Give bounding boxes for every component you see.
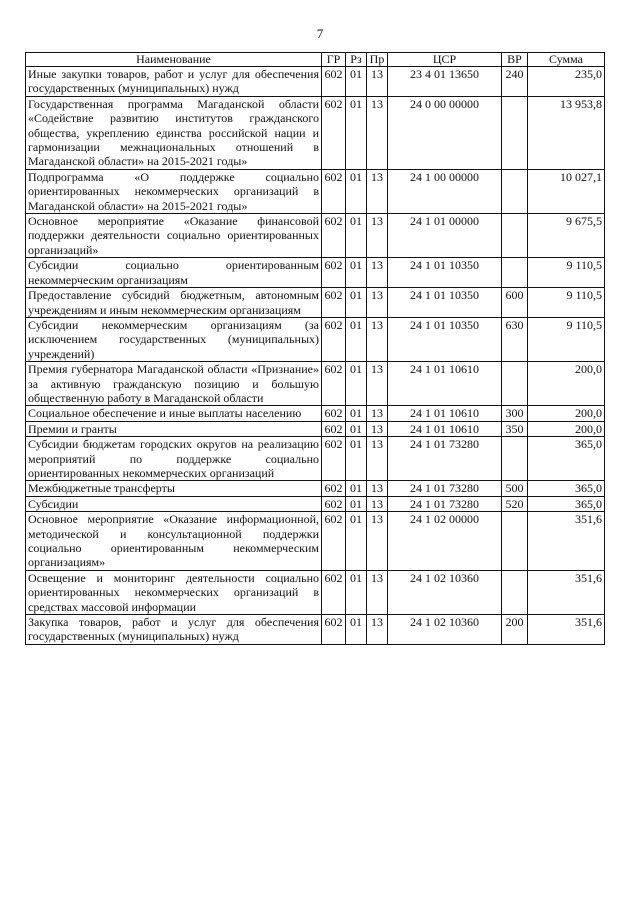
row-rz: 01 (346, 421, 367, 436)
row-pr: 13 (367, 570, 388, 614)
row-sum: 365,0 (528, 481, 605, 496)
header-sum: Сумма (528, 53, 605, 67)
row-rz: 01 (346, 615, 367, 645)
row-pr: 13 (367, 421, 388, 436)
row-name: Основное мероприятие «Оказание финансовой поддержки деятельности социально ориентированных организаций» (26, 214, 322, 258)
row-vr: 520 (502, 496, 528, 511)
row-vr (502, 214, 528, 258)
row-sum: 200,0 (528, 362, 605, 406)
row-csr: 24 1 02 10360 (388, 570, 502, 614)
row-name: Освещение и мониторинг деятельности социально ориентированных некоммерческих организаций в средствах массовой информации (26, 570, 322, 614)
row-sum: 365,0 (528, 437, 605, 481)
row-pr: 13 (367, 512, 388, 571)
row-rz: 01 (346, 96, 367, 169)
row-vr: 630 (502, 317, 528, 361)
table-body (26, 67, 605, 645)
row-gr: 602 (322, 570, 346, 614)
table-row (26, 512, 605, 571)
row-pr: 13 (367, 406, 388, 421)
table-row (26, 169, 605, 213)
row-vr (502, 169, 528, 213)
row-gr: 602 (322, 362, 346, 406)
row-vr (502, 96, 528, 169)
row-rz: 01 (346, 67, 367, 97)
row-name: Субсидии социально ориентированным некоммерческим организациям (26, 258, 322, 288)
row-csr: 24 1 02 00000 (388, 512, 502, 571)
row-csr: 24 1 01 00000 (388, 214, 502, 258)
row-gr: 602 (322, 437, 346, 481)
table-row (26, 570, 605, 614)
row-gr: 602 (322, 317, 346, 361)
header-gr: ГР (322, 53, 346, 67)
row-csr: 24 1 01 10610 (388, 421, 502, 436)
row-pr: 13 (367, 214, 388, 258)
row-vr: 300 (502, 406, 528, 421)
table-row (26, 96, 605, 169)
row-gr: 602 (322, 288, 346, 318)
row-rz: 01 (346, 570, 367, 614)
row-sum: 351,6 (528, 512, 605, 571)
row-name: Предоставление субсидий бюджетным, автономным учреждениям и иным некоммерческим организациям (26, 288, 322, 318)
row-rz: 01 (346, 169, 367, 213)
row-rz: 01 (346, 258, 367, 288)
row-rz: 01 (346, 437, 367, 481)
row-name: Субсидии бюджетам городских округов на реализацию мероприятий по поддержке социально ориентированных некоммерческих организаций (26, 437, 322, 481)
row-sum: 13 953,8 (528, 96, 605, 169)
row-pr: 13 (367, 169, 388, 213)
row-csr: 24 1 02 10360 (388, 615, 502, 645)
row-sum: 9 110,5 (528, 288, 605, 318)
row-vr: 350 (502, 421, 528, 436)
table-row (26, 317, 605, 361)
row-csr: 24 1 01 73280 (388, 481, 502, 496)
row-sum: 9 675,5 (528, 214, 605, 258)
row-pr: 13 (367, 317, 388, 361)
table-row (26, 214, 605, 258)
table-row (26, 421, 605, 436)
row-vr: 240 (502, 67, 528, 97)
row-rz: 01 (346, 362, 367, 406)
row-name: Межбюджетные трансферты (26, 481, 322, 496)
row-pr: 13 (367, 288, 388, 318)
row-sum: 200,0 (528, 421, 605, 436)
row-name: Социальное обеспечение и иные выплаты населению (26, 406, 322, 421)
row-vr (502, 570, 528, 614)
row-rz: 01 (346, 288, 367, 318)
row-pr: 13 (367, 362, 388, 406)
row-gr: 602 (322, 214, 346, 258)
row-sum: 351,6 (528, 615, 605, 645)
row-gr: 602 (322, 96, 346, 169)
row-name: Закупка товаров, работ и услуг для обеспечения государственных (муниципальных) нужд (26, 615, 322, 645)
table-header-row (26, 53, 605, 67)
row-pr: 13 (367, 258, 388, 288)
row-name: Субсидии некоммерческим организациям (за исключением государственных (муниципальных) учреждений) (26, 317, 322, 361)
row-csr: 24 1 01 73280 (388, 437, 502, 481)
row-csr: 24 1 00 00000 (388, 169, 502, 213)
row-sum: 10 027,1 (528, 169, 605, 213)
table-row (26, 362, 605, 406)
row-gr: 602 (322, 421, 346, 436)
row-csr: 23 4 01 13650 (388, 67, 502, 97)
row-csr: 24 1 01 10610 (388, 406, 502, 421)
page-number: 7 (316, 26, 324, 41)
row-pr: 13 (367, 615, 388, 645)
row-gr: 602 (322, 615, 346, 645)
row-pr: 13 (367, 437, 388, 481)
row-csr: 24 0 00 00000 (388, 96, 502, 169)
row-gr: 602 (322, 512, 346, 571)
row-vr (502, 512, 528, 571)
row-pr: 13 (367, 67, 388, 97)
row-sum: 365,0 (528, 496, 605, 511)
row-rz: 01 (346, 512, 367, 571)
row-vr: 600 (502, 288, 528, 318)
row-csr: 24 1 01 10610 (388, 362, 502, 406)
row-csr: 24 1 01 10350 (388, 258, 502, 288)
row-gr: 602 (322, 169, 346, 213)
row-pr: 13 (367, 96, 388, 169)
row-name: Иные закупки товаров, работ и услуг для обеспечения государственных (муниципальных) нужд (26, 67, 322, 97)
row-name: Основное мероприятие «Оказание информационной, методической и консультационной поддержки социально ориентированным некоммерческим организациям» (26, 512, 322, 571)
row-vr (502, 362, 528, 406)
row-gr: 602 (322, 258, 346, 288)
header-vr: ВР (502, 53, 528, 67)
table-row (26, 67, 605, 97)
row-csr: 24 1 01 10350 (388, 288, 502, 318)
header-rz: Рз (346, 53, 367, 67)
row-rz: 01 (346, 496, 367, 511)
table-row (26, 406, 605, 421)
row-name: Премия губернатора Магаданской области «Признание» за активную гражданскую позицию и большую общественную работу в Магаданской области (26, 362, 322, 406)
row-name: Государственная программа Магаданской области «Содействие развитию институтов гражданского общества, укреплению единства российской нации и гармонизации межнациональных отношений в Магаданской области» на 2015-2021 годы» (26, 96, 322, 169)
row-name: Подпрограмма «О поддержке социально ориентированных некоммерческих организаций в Магаданской области» на 2015-2021 годы» (26, 169, 322, 213)
row-sum: 9 110,5 (528, 317, 605, 361)
row-vr (502, 258, 528, 288)
row-pr: 13 (367, 481, 388, 496)
row-rz: 01 (346, 214, 367, 258)
table-row (26, 496, 605, 511)
row-name: Премии и гранты (26, 421, 322, 436)
row-vr: 500 (502, 481, 528, 496)
row-gr: 602 (322, 406, 346, 421)
row-pr: 13 (367, 496, 388, 511)
table-row (26, 615, 605, 645)
table-row (26, 288, 605, 318)
row-csr: 24 1 01 73280 (388, 496, 502, 511)
header-csr: ЦСР (388, 53, 502, 67)
table-row (26, 258, 605, 288)
row-csr: 24 1 01 10350 (388, 317, 502, 361)
row-rz: 01 (346, 481, 367, 496)
row-sum: 351,6 (528, 570, 605, 614)
header-name: Наименование (26, 53, 322, 67)
table-row (26, 437, 605, 481)
table-row (26, 481, 605, 496)
row-vr (502, 437, 528, 481)
row-gr: 602 (322, 496, 346, 511)
row-name: Субсидии (26, 496, 322, 511)
row-rz: 01 (346, 317, 367, 361)
row-sum: 235,0 (528, 67, 605, 97)
row-gr: 602 (322, 67, 346, 97)
row-rz: 01 (346, 406, 367, 421)
budget-table (25, 52, 605, 645)
row-vr: 200 (502, 615, 528, 645)
row-gr: 602 (322, 481, 346, 496)
row-sum: 200,0 (528, 406, 605, 421)
row-sum: 9 110,5 (528, 258, 605, 288)
header-pr: Пр (367, 53, 388, 67)
